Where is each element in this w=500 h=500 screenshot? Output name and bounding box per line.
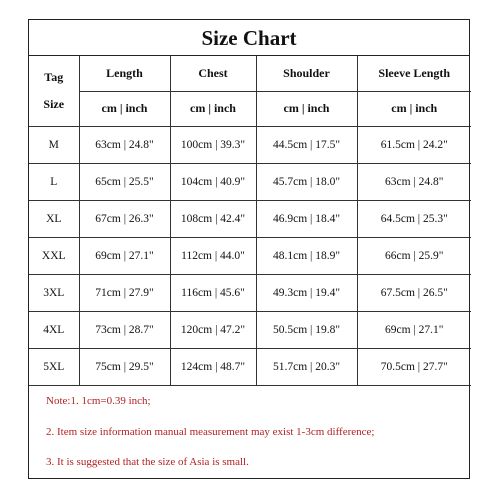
chest-cell: 116cm | 45.6" — [170, 274, 256, 311]
length-cell: 71cm | 27.9" — [79, 274, 170, 311]
sleeve-cell: 61.5cm | 24.2" — [357, 126, 471, 163]
tag-label: Tag — [44, 69, 64, 84]
header-row — [29, 56, 471, 91]
shoulder-cell: 50.5cm | 19.8" — [256, 311, 357, 348]
size-cell: XL — [29, 200, 79, 237]
tag-size-header — [29, 56, 79, 126]
chest-cell: 120cm | 47.2" — [170, 311, 256, 348]
length-cell: 75cm | 29.5" — [79, 348, 170, 385]
chest-cell: 124cm | 48.7" — [170, 348, 256, 385]
chest-cell: 100cm | 39.3" — [170, 126, 256, 163]
shoulder-cell: 46.9cm | 18.4" — [256, 200, 357, 237]
size-cell: 4XL — [29, 311, 79, 348]
size-cell: 5XL — [29, 348, 79, 385]
shoulder-cell: 44.5cm | 17.5" — [256, 126, 357, 163]
table-row-m — [29, 126, 471, 163]
chest-header: Chest — [170, 56, 256, 91]
size-cell: M — [29, 126, 79, 163]
chest-unit: cm | inch — [170, 91, 256, 126]
shoulder-cell: 49.3cm | 19.4" — [256, 274, 357, 311]
size-cell: 3XL — [29, 274, 79, 311]
sleeve-cell: 64.5cm | 25.3" — [357, 200, 471, 237]
sleeve-cell: 63cm | 24.8" — [357, 163, 471, 200]
note-asia-size: 3. It is suggested that the size of Asia is small. — [46, 456, 249, 468]
table-row-l — [29, 163, 471, 200]
length-cell: 65cm | 25.5" — [79, 163, 170, 200]
size-cell: XXL — [29, 237, 79, 274]
sleeve-cell: 66cm | 25.9" — [357, 237, 471, 274]
length-unit: cm | inch — [79, 91, 170, 126]
table-row-xl — [29, 200, 471, 237]
chart-title: Size Chart — [29, 20, 469, 56]
size-table — [29, 56, 471, 386]
length-cell: 73cm | 28.7" — [79, 311, 170, 348]
size-label: Size — [43, 96, 65, 111]
shoulder-cell: 48.1cm | 18.9" — [256, 237, 357, 274]
table-row-4xl — [29, 311, 471, 348]
sleeve-cell: 70.5cm | 27.7" — [357, 348, 471, 385]
table-row-3xl — [29, 274, 471, 311]
unit-row — [29, 91, 471, 126]
shoulder-cell: 51.7cm | 20.3" — [256, 348, 357, 385]
notes-section — [29, 375, 469, 478]
length-cell: 69cm | 27.1" — [79, 237, 170, 274]
chest-cell: 108cm | 42.4" — [170, 200, 256, 237]
shoulder-cell: 45.7cm | 18.0" — [256, 163, 357, 200]
chest-cell: 104cm | 40.9" — [170, 163, 256, 200]
length-cell: 67cm | 26.3" — [79, 200, 170, 237]
chest-cell: 112cm | 44.0" — [170, 237, 256, 274]
sleeve-cell: 67.5cm | 26.5" — [357, 274, 471, 311]
length-cell: 63cm | 24.8" — [79, 126, 170, 163]
shoulder-unit: cm | inch — [256, 91, 357, 126]
size-cell: L — [29, 163, 79, 200]
note-conversion: Note:1. 1cm=0.39 inch; — [46, 395, 151, 407]
sleeve-unit: cm | inch — [357, 91, 471, 126]
table-row-xxl — [29, 237, 471, 274]
length-header: Length — [79, 56, 170, 91]
note-measurement: 2. Item size information manual measurement may exist 1-3cm difference; — [46, 426, 375, 438]
sleeve-length-header: Sleeve Length — [357, 56, 471, 91]
sleeve-cell: 69cm | 27.1" — [357, 311, 471, 348]
shoulder-header: Shoulder — [256, 56, 357, 91]
size-chart — [28, 19, 470, 479]
